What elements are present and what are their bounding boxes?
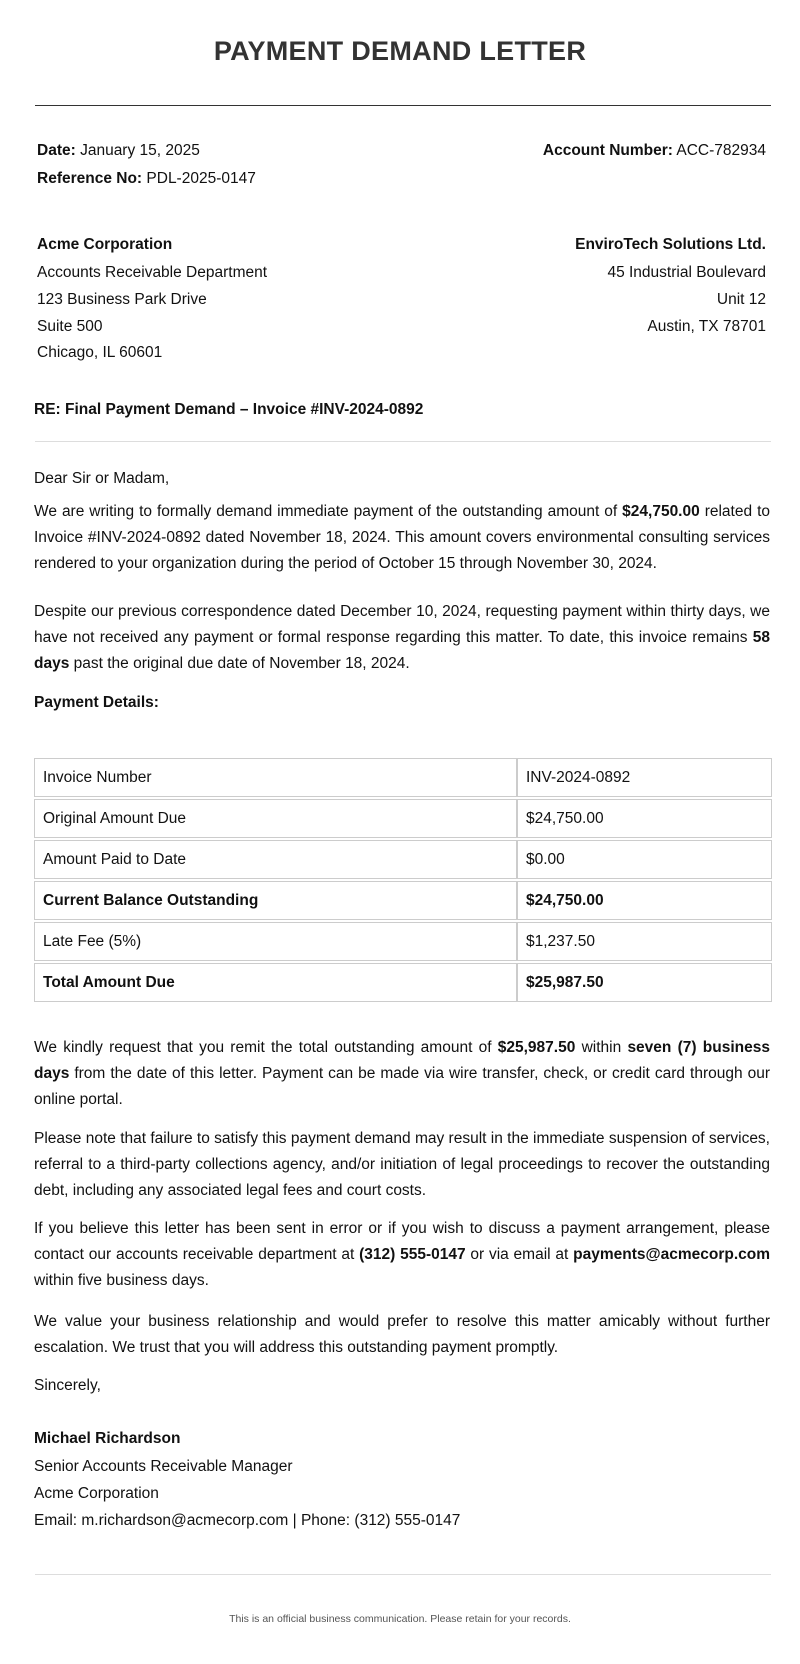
total-amount: $25,987.50 <box>497 1039 576 1056</box>
table-row <box>34 840 772 879</box>
recipient-address-line: Austin, TX 78701 <box>647 318 766 335</box>
account-label: Account Number: <box>542 142 673 159</box>
reference-label: Reference No: <box>37 170 143 187</box>
reference-value: PDL-2025-0147 <box>146 170 256 187</box>
contact-phone: (312) 555-0147 <box>359 1246 466 1263</box>
payment-details-table <box>34 756 772 1004</box>
sender-address-line: Accounts Receivable Department <box>37 264 268 281</box>
paragraph-history <box>34 599 770 677</box>
recipient-name: EnviroTech Solutions Ltd. <box>575 236 766 253</box>
sender-address-line: 123 Business Park Drive <box>37 291 207 308</box>
sender-address-line: Suite 500 <box>37 318 103 335</box>
subject-divider <box>35 441 771 442</box>
account-value: ACC-782934 <box>676 142 766 159</box>
row-value: $24,750.00 <box>517 881 772 920</box>
text-span: If you believe this letter has been sent in error or if you wish to discuss a payment arrangement, please contact our accounts receivable department at <box>34 1220 770 1263</box>
row-value: $1,237.50 <box>517 922 772 961</box>
row-value: INV-2024-0892 <box>517 758 772 797</box>
row-value: $0.00 <box>517 840 772 879</box>
outstanding-amount: $24,750.00 <box>622 503 700 520</box>
paragraph-demand <box>34 499 770 577</box>
row-label: Invoice Number <box>34 758 517 797</box>
contact-email: payments@acmecorp.com <box>573 1246 770 1263</box>
closing-sincerely: Sincerely, <box>34 1377 101 1394</box>
recipient-address-line: Unit 12 <box>716 291 766 308</box>
row-label: Original Amount Due <box>34 799 517 838</box>
signature-company: Acme Corporation <box>34 1485 159 1502</box>
row-label: Current Balance Outstanding <box>34 881 517 920</box>
text-span: past the original due date of November 18, 2024. <box>69 655 410 672</box>
footer-note: This is an official business communication. Please retain for your records. <box>229 1613 571 1625</box>
row-label: Amount Paid to Date <box>34 840 517 879</box>
paragraph-contact <box>34 1216 770 1294</box>
account-line <box>543 141 766 161</box>
subject-line: RE: Final Payment Demand – Invoice #INV-2024-0892 <box>34 401 424 418</box>
date-line <box>37 141 200 161</box>
signature-title: Senior Accounts Receivable Manager <box>34 1458 293 1475</box>
text-span: We kindly request that you remit the total outstanding amount of <box>34 1039 498 1056</box>
payment-details-heading: Payment Details: <box>34 694 159 711</box>
text-span: from the date of this letter. Payment can be made via wire transfer, check, or credit card through our online portal. <box>34 1065 770 1108</box>
sender-address-line: Chicago, IL 60601 <box>37 344 163 361</box>
reference-line <box>37 169 256 189</box>
payment-deadline: seven (7) business days <box>34 1039 770 1082</box>
signature-contact: Email: m.richardson@acmecorp.com | Phone: (312) 555-0147 <box>34 1512 461 1529</box>
table-row <box>34 922 772 961</box>
footer-divider <box>35 1574 771 1575</box>
table-row <box>34 881 772 920</box>
paragraph-consequences: Please note that failure to satisfy this payment demand may result in the immediate suspension of services, referral to a third-party collections agency, and/or initiation of legal proceedings to recover the outstanding debt, including any associated legal fees and court costs. <box>34 1130 770 1199</box>
text-span: within five business days. <box>34 1272 209 1289</box>
table-row <box>34 963 772 1002</box>
title-divider <box>35 105 771 106</box>
signature-name: Michael Richardson <box>34 1430 181 1447</box>
row-value: $25,987.50 <box>517 963 772 1002</box>
table-row <box>34 758 772 797</box>
date-value: January 15, 2025 <box>80 142 200 159</box>
text-span: related to Invoice #INV-2024-0892 dated November 18, 2024. This amount covers environmental consulting services rendered to your organization during the period of October 15 through November 30, 2024. <box>34 503 770 572</box>
text-span: Despite our previous correspondence dated December 10, 2024, requesting payment within thirty days, we have not received any payment or formal response regarding this matter. To date, this invoice remains <box>34 603 770 646</box>
days-overdue: 58 days <box>34 629 770 672</box>
text-span: within <box>575 1039 628 1056</box>
row-label: Total Amount Due <box>34 963 517 1002</box>
row-label: Late Fee (5%) <box>34 922 517 961</box>
text-span: We are writing to formally demand immediate payment of the outstanding amount of <box>34 503 623 520</box>
paragraph-closing: We value your business relationship and would prefer to resolve this matter amicably without further escalation. We trust that you will address this outstanding payment promptly. <box>34 1313 770 1356</box>
salutation: Dear Sir or Madam, <box>34 470 170 487</box>
paragraph-request <box>34 1035 770 1113</box>
sender-name: Acme Corporation <box>37 236 173 253</box>
row-value: $24,750.00 <box>517 799 772 838</box>
letter-title: PAYMENT DEMAND LETTER <box>213 36 587 66</box>
table-row <box>34 799 772 838</box>
text-span: or via email at <box>465 1246 574 1263</box>
date-label: Date: <box>37 142 76 159</box>
recipient-address-line: 45 Industrial Boulevard <box>607 264 766 281</box>
